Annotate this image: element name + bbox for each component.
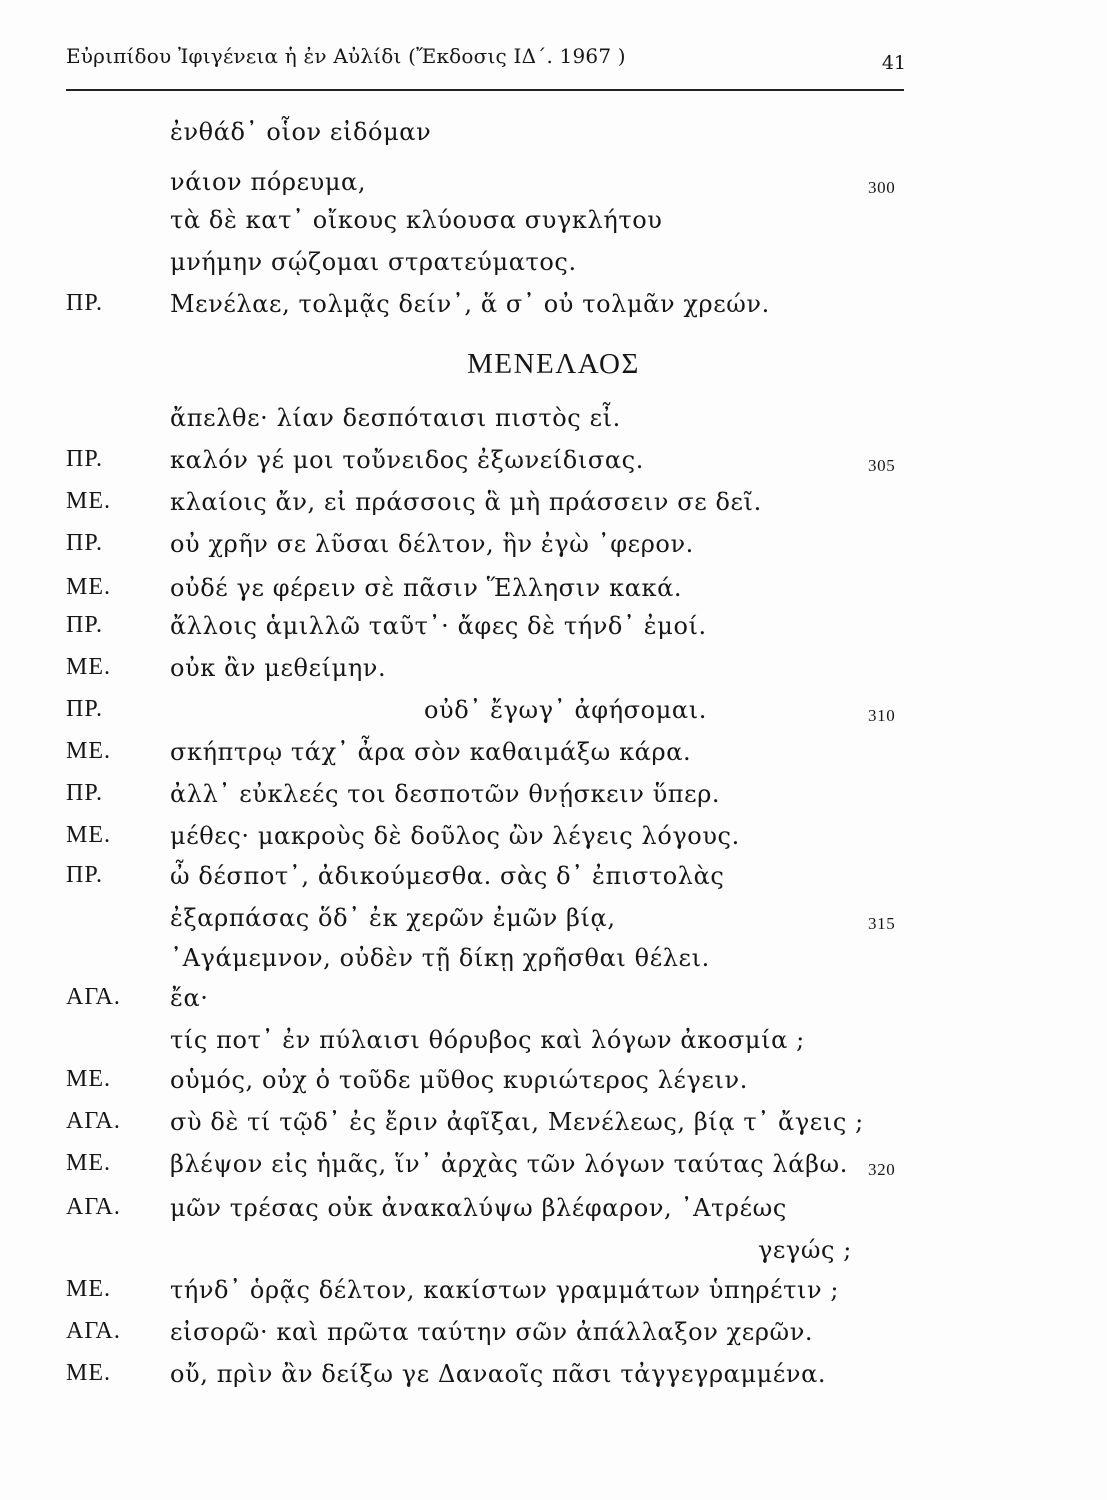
verse-line: μῶν τρέσας οὐκ ἀνακαλύψω βλέφαρον, ᾽Ατρέως [170,1194,787,1222]
speaker-label: ΜΕ. [66,1150,111,1176]
verse-line: ἐξαρπάσας ὅδ᾽ ἐκ χερῶν ἐμῶν βίᾳ, [170,904,616,932]
verse-line: κλαίοις ἄν, εἰ πράσσοις ἃ μὴ πράσσειν σε δεῖ. [170,488,762,516]
verse-line: οὑμός, οὐχ ὁ τοῦδε μῦθος κυριώτερος λέγειν. [170,1066,748,1094]
verse-line: ἄπελθε· λίαν δεσπόταισι πιστὸς εἶ. [170,404,621,432]
verse-line: σὺ δὲ τί τῷδ᾽ ἐς ἔριν ἀφῖξαι, Μενέλεως, βίᾳ τ᾽ ἄγεις ; [170,1108,864,1136]
speaker-label: ΜΕ. [66,822,111,848]
verse-line: οὐδέ γε φέρειν σὲ πᾶσιν Ἕλλησιν κακά. [170,574,683,602]
line-number: 310 [868,706,896,725]
speaker-label: ΠΡ. [66,862,104,888]
page-number: 41 [881,52,906,74]
verse-line: ἀλλ᾽ εὐκλεές τοι δεσποτῶν θνῄσκειν ὕπερ. [170,780,721,808]
speaker-label: ΜΕ. [66,654,111,680]
verse-line: τίς ποτ᾽ ἐν πύλαισι θόρυβος καὶ λόγων ἀκοσμία ; [170,1026,805,1054]
line-number: 320 [868,1160,896,1179]
verse-line: μέθες· μακροὺς δὲ δοῦλος ὢν λέγεις λόγους. [170,822,740,850]
speaker-label: ΜΕ. [66,738,111,764]
verse-line: ᾽Αγάμεμνον, οὐδὲν τῇ δίκῃ χρῆσθαι θέλει. [170,944,710,972]
character-heading: ΜΕΝΕΛΑΟΣ [467,348,640,380]
verse-line: καλόν γέ μοι τοὔνειδος ἐξωνείδισας. [170,446,644,474]
speaker-label: ΜΕ. [66,1360,111,1386]
speaker-label: ΠΡ. [66,290,104,316]
verse-line: οὐ χρῆν σε λῦσαι δέλτον, ἣν ἐγὼ ᾽φερον. [170,530,694,558]
verse-line: ἄλλοις ἁμιλλῶ ταῦτ᾽· ἄφες δὲ τήνδ᾽ ἐμοί. [170,612,707,640]
verse-line: εἰσορῶ· καὶ πρῶτα ταύτην σῶν ἀπάλλαξον χερῶν. [170,1318,814,1346]
speaker-label: ΑΓΑ. [66,1318,121,1344]
speaker-label: ΠΡ. [66,530,104,556]
verse-line: τὰ δὲ κατ᾽ οἴκους κλύουσα συγκλήτου [170,206,663,234]
speaker-label: ΠΡ. [66,696,104,722]
verse-line: οὐδ᾽ ἔγωγ᾽ ἀφήσομαι. [424,696,707,724]
verse-line: τήνδ᾽ ὁρᾷς δέλτον, κακίστων γραμμάτων ὑπηρέτιν ; [170,1276,840,1304]
line-number: 305 [868,456,896,475]
speaker-label: ΑΓΑ. [66,1108,121,1134]
running-head [66,44,906,84]
speaker-label: ΜΕ. [66,574,111,600]
speaker-label: ΑΓΑ. [66,984,121,1010]
verse-line: ἔα· [170,984,209,1012]
verse-line: Μενέλαε, τολμᾷς δείν᾽, ἅ σ᾽ οὐ τολμᾶν χρεών. [170,290,770,318]
header-rule [66,89,904,91]
line-number: 315 [868,914,896,933]
verse-line: ὦ δέσποτ᾽, ἀδικούμεσθα. σὰς δ᾽ ἐπιστολὰς [170,862,725,890]
line-number: 300 [868,178,896,197]
speaker-label: ΠΡ. [66,612,104,638]
speaker-label: ΜΕ. [66,1066,111,1092]
verse-line: ἐνθάδ᾽ οἷον εἰδόμαν [170,118,432,146]
speaker-label: ΜΕ. [66,1276,111,1302]
verse-line: βλέψον εἰς ἡμᾶς, ἵν᾽ ἀρχὰς τῶν λόγων ταύτας λάβω. [170,1150,848,1178]
speaker-label: ΑΓΑ. [66,1194,121,1220]
verse-line: γεγώς ; [757,1236,852,1264]
verse-line: σκήπτρῳ τάχ᾽ ἆρα σὸν καθαιμάξω κάρα. [170,738,692,766]
speaker-label: ΠΡ. [66,780,104,806]
verse-line: νάιον πόρευμα, [170,168,367,196]
verse-line: μνήμην σῴζομαι στρατεύματος. [170,248,577,276]
verse-line: οὔ, πρὶν ἂν δείξω γε Δαναοῖς πᾶσι τἀγγεγραμμένα. [170,1360,827,1388]
running-title: Εὐριπίδου Ἰφιγένεια ἡ ἐν Αὐλίδι (Ἔκδοσις ΙΔ΄. 1967 ) [66,44,626,68]
verse-line: οὐκ ἂν μεθείμην. [170,654,387,682]
speaker-label: ΜΕ. [66,488,111,514]
speaker-label: ΠΡ. [66,446,104,472]
